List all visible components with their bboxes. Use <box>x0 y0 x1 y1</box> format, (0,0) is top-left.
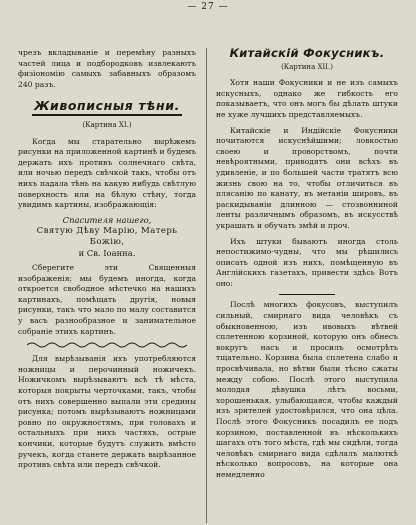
right-paragraph-2: Китайскіе и Индійскіе Фокусники почитаются искуснѣйшими; ловкостью своею и проворствомъ, почти невѣроятными, приводятъ они всѣхъ въ удивленіе, и по большей части тратятъ всю жизнь свою на то, чтобы отличиться въ плясанію по канату, въ метаніи шировъ, въ раскидываніи длинною — стозвонниной ленты различнымъ образомъ, въ искусствѣ украшать и обучать змѣй и проч. <box>216 125 398 230</box>
right-paragraph-3: Ихъ штуки бываютъ иногда столь непостижимо-чудны, что мы рѣшились описать одной изъ нихъ, помѣщенную въ Англійскихъ газетахъ, привести здѣсь Вотъ оно: <box>216 236 398 288</box>
left-paragraph-2: Сберегите эти Священныя изображенія; мы будемъ иногда, когда откроется свободное мѣстечко на нашихъ картинахъ, помѣщать другія, новыя рисунки, такъ что мало по малу составится у васъ разнообразное и занимательное собраніе этихъ картинъ. <box>18 263 196 336</box>
wavy-divider <box>27 340 187 350</box>
right-article-title: Китайскій Фокусникъ. <box>229 46 385 60</box>
title-underline <box>32 114 182 116</box>
column-divider <box>206 48 207 523</box>
left-article-title: Живописныя тѣни. <box>34 98 180 114</box>
dedication-line-3: и Св. Іоанна. <box>78 247 136 258</box>
left-picture-caption: (Картина XI.) <box>82 120 132 129</box>
right-paragraph-4: Послѣ многихъ фокусовъ, выступилъ сильный, смирнаго вида человѣкъ съ обыкновенною, изъ ивовыхъ вѣтвей сплетенною корзиной, которую онъ обнесъ вокругъ насъ и просилъ осмотрѣть тщательно. Корзина была сплетена слабо и просвѣчивала, но вѣтви были тѣсно сжаты между собою. Послѣ этого выступила молодая дѣвушка лѣтъ восьми, хорошенькая, улыбающаяся, чтобы каждый изъ зрителей удостовѣрился, что она цѣла. Послѣ этого Фокусникъ посадилъ ее подъ корзиною, поставленной въ нѣсколькихъ шагахъ отъ того мѣста, гдѣ мы сидѣли, тогда человѣкъ смирнаго вида сдѣлалъ малюткѣ нѣсколько вопросовъ, на которые она немедленно <box>216 300 398 479</box>
left-paragraph-3: Для вырѣзыванія ихъ употребляются ножницы и перочинный ножичекъ. Ножичкомъ вырѣзываютъ всѣ тѣ мѣста, которыя покрыты черточками, такъ, чтобы отъ нихъ совершенно выпали эти средины рисунка; потомъ вырѣзываютъ ножницами ровно по окружностямъ, при головахъ и остальныхъ при нихъ частяхъ, острые кончики, которые будутъ служить вмѣсто ручекъ, когда станете держать вырѣзанное противъ свѣта или передъ свѣчкой. <box>18 354 196 470</box>
right-paragraph-1: Хотя наши Фокусники и не изъ самыхъ искусныхъ, однако же гибкость его показываетъ, что онъ могъ бы дѣлать штуки не хуже лучшихъ представляемыхъ. <box>216 78 398 119</box>
page-number: — 27 — <box>187 2 229 12</box>
section-rule <box>279 294 335 295</box>
right-picture-caption: (Картина XII.) <box>281 62 333 71</box>
dedication-line-2: Святую Дѣву Марію, Матерь Божію, <box>36 226 178 247</box>
left-column <box>18 48 196 471</box>
right-column <box>216 48 398 481</box>
dedication-line-1: Спасителя нашего, <box>62 214 152 225</box>
left-paragraph-1: Когда мы старательно вырѣжемъ рисунки на приложенной картинѣ и будемъ держать ихъ противъ солнечнаго свѣта, или ночью передъ свѣчкой такъ, чтобы отъ нихъ падала тѣнь на какую нибудь свѣтлую поверхность или на бѣлую стѣну, тогда увидимъ картины, изображающія: <box>18 136 196 210</box>
intro-paragraph: чрезъ вкладываніе и перемѣну разныхъ частей лица и подбородковъ извлекаютъ физіономію самыхъ забавныхъ образомъ 240 разъ. <box>18 48 196 89</box>
